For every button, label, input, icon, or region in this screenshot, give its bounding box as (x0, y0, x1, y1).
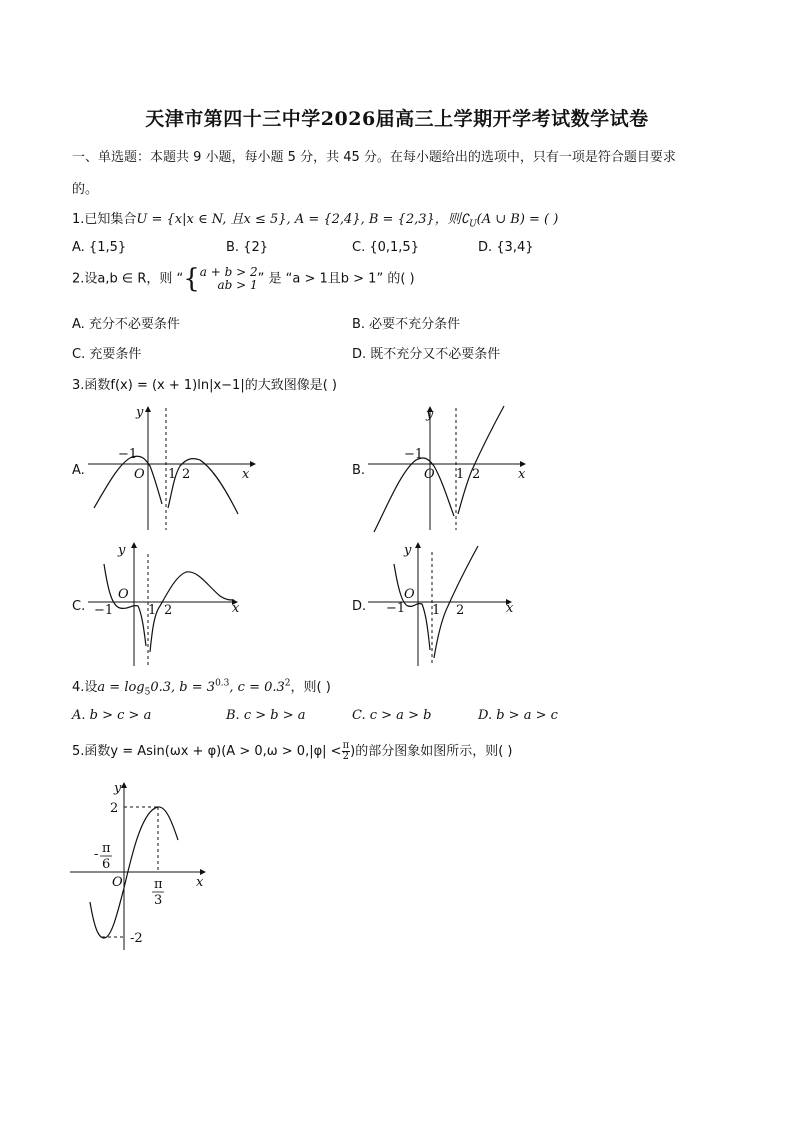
q4-option-b[interactable]: B. c > b > a (226, 708, 306, 723)
graph-c-label[interactable]: C. (72, 599, 86, 614)
graph-a-two: 2 (182, 467, 191, 482)
q1-option-a[interactable]: A. {1,5} (72, 240, 127, 255)
q5-y: y (114, 781, 122, 796)
graph-b-two: 2 (472, 467, 481, 482)
q5-graph (70, 780, 210, 952)
q5-pos-pi: π (154, 877, 163, 892)
graph-b-x: x (518, 467, 526, 482)
graph-a-one: 1 (168, 467, 177, 482)
graph-a (88, 404, 258, 534)
graph-c-neg1: −1 (94, 603, 114, 618)
section-instructions-cont: 的。 (72, 182, 99, 197)
graph-d-origin: O (404, 587, 415, 602)
graph-a-origin: O (134, 467, 145, 482)
graph-b (368, 404, 538, 534)
graph-b-one: 1 (456, 467, 465, 482)
q2-option-d[interactable]: D. 既不充分又不必要条件 (352, 347, 501, 362)
q5-pos-three: 3 (154, 893, 163, 908)
question-5: 5.函数y = Asin(ωx + φ)(A > 0,ω > 0,|φ| < $\frac{\pi}{2}$ )的部分图象如图所示，则( ) (72, 740, 513, 762)
graph-c-one: 1 (148, 603, 157, 618)
section-instructions: 一、单选题：本题共 9 小题，每小题 5 分，共 45 分。在每小题给出的选项中，只有一项是符合题目要求 (72, 150, 676, 165)
graph-d-label[interactable]: D. (352, 599, 367, 614)
graph-c-two: 2 (164, 603, 173, 618)
question-1: 1.已知集合U = {x|x ∈ N, 且x ≤ 5}, A = {2,4}, B = {2,3}，则$∁_U(A$ ∪ B) = ( ) (72, 212, 559, 230)
graph-d-neg1: −1 (386, 601, 406, 616)
q5-max-label: 2 (110, 801, 119, 816)
graph-a-x: x (242, 467, 250, 482)
q5-min-label: -2 (130, 931, 143, 946)
question-3: 3.函数f(x) = (x + 1)ln|x−1|的大致图像是( ) (72, 378, 337, 393)
page-title: 天津市第四十三中学2026届高三上学期开学考试数学试卷 (145, 108, 649, 130)
graph-c-origin: O (118, 587, 129, 602)
q1-option-c[interactable]: C. {0,1,5} (352, 240, 419, 255)
graph-b-label[interactable]: B. (352, 463, 366, 478)
q2-option-c[interactable]: C. 充要条件 (72, 347, 142, 362)
graph-a-y: y (136, 405, 144, 420)
graph-b-origin: O (424, 467, 435, 482)
graph-b-neg1: −1 (404, 447, 424, 462)
graph-d-y: y (404, 543, 412, 558)
q5-neg-pi: π (102, 841, 111, 856)
q1-option-b[interactable]: B. {2} (226, 240, 268, 255)
graph-d-one: 1 (432, 603, 441, 618)
graph-d (368, 540, 538, 670)
q4-option-d[interactable]: D. b > a > c (478, 708, 558, 723)
graph-c-x: x (232, 601, 240, 616)
graph-b-y: y (426, 407, 434, 422)
graph-a-neg1: −1 (118, 447, 138, 462)
graph-d-two: 2 (456, 603, 465, 618)
q1-option-d[interactable]: D. {3,4} (478, 240, 534, 255)
q5-x: x (196, 875, 204, 890)
graph-d-x: x (506, 601, 514, 616)
q2-option-a[interactable]: A. 充分不必要条件 (72, 317, 180, 332)
q5-neg-six: 6 (102, 857, 111, 872)
q4-option-c[interactable]: C. c > a > b (352, 708, 432, 723)
graph-c-y: y (118, 543, 126, 558)
graph-a-label[interactable]: A. (72, 463, 85, 478)
q4-option-a[interactable]: A. b > c > a (72, 708, 152, 723)
q5-origin: O (112, 875, 123, 890)
q5-neg-sign: - (94, 847, 99, 862)
graph-c (88, 540, 258, 670)
q2-option-b[interactable]: B. 必要不充分条件 (352, 317, 461, 332)
question-4: 4.设$a = \log_50.3$, $b = 3^{0.3}$, $c = 0.3^2$，则( ) (72, 678, 331, 698)
question-2: 2.设a,b ∈ R，则 “{ a + b > 2 ab > 1 ” 是 “a > 1且b > 1” 的( ) (72, 264, 415, 294)
